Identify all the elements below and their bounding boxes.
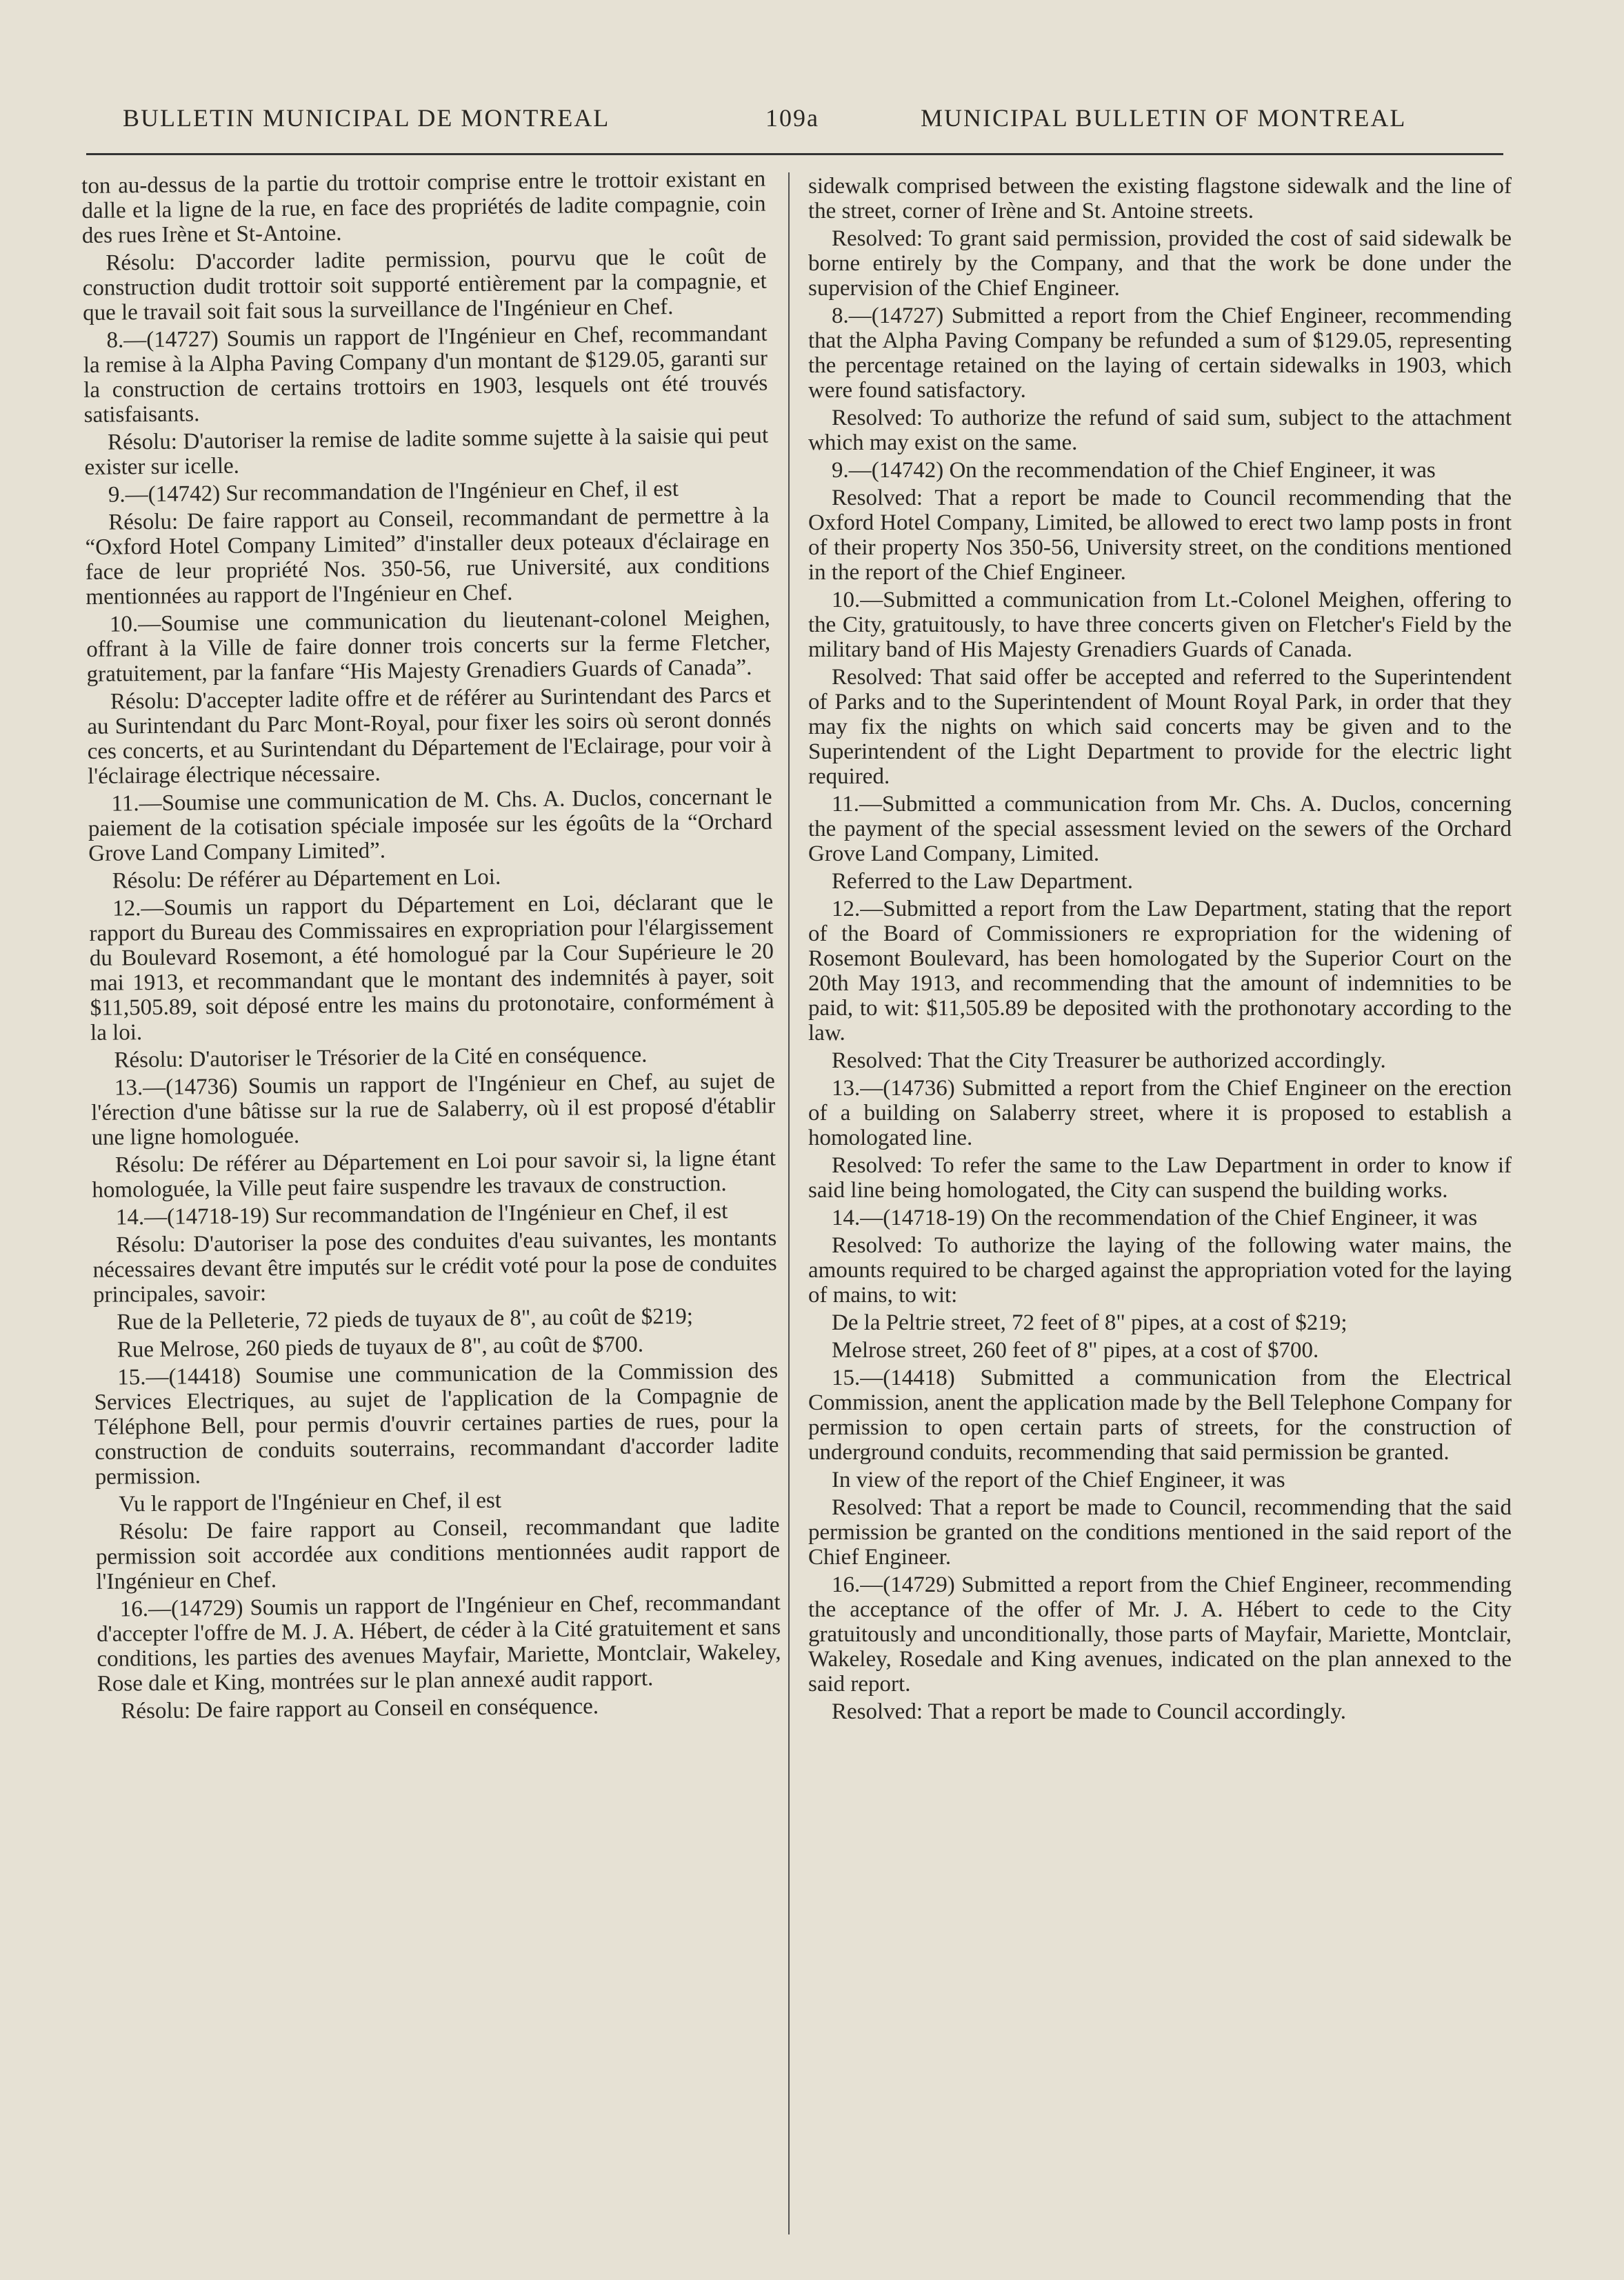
french-paragraph: Rue Melrose, 260 pieds de tuyaux de 8", au coût de $700.: [117, 1332, 644, 1363]
header-rule-right: [703, 153, 1503, 155]
header-left-title: BULLETIN MUNICIPAL DE MONTREAL: [123, 104, 610, 132]
english-paragraph: In view of the report of the Chief Engineer, it was: [832, 1468, 1285, 1492]
french-paragraph: ton au-dessus de la partie du trottoir comprise entre le trottoir existant en dalle et la ligne de la rue, en face des propriétés de ladite compagnie, coin des rues Irène et St-Antoine.: [81, 166, 766, 248]
english-paragraph: 13.—(14736) Submitted a report from the Chief Engineer on the erection of a building on Salaberry street, where it is proposed to establish a homologated line.: [808, 1076, 1512, 1150]
english-paragraph: De la Peltrie street, 72 feet of 8" pipes, at a cost of $219;: [832, 1310, 1347, 1335]
english-paragraph: 9.—(14742) On the recommendation of the Chief Engineer, it was: [832, 458, 1436, 483]
english-paragraph: 10.—Submitted a communication from Lt.-Colonel Meighen, offering to the City, gratuitously, to have three concerts given on Fletcher's Field by the military band of His Majesty Grenadiers Guards of Canada.: [808, 588, 1512, 662]
english-paragraph: Resolved: To authorize the refund of said sum, subject to the attachment which may exist on the same.: [808, 406, 1512, 455]
french-paragraph: Résolu: D'accepter ladite offre et de référer au Surintendant des Parcs et au Surintendant du Parc Mont-Royal, pour fixer les soirs où seront donnés ces concerts, et au Surintendant du Département de l'Eclairage, pour voir à l'éclairage électrique nécessaire.: [87, 682, 772, 789]
french-paragraph: 16.—(14729) Soumis un rapport de l'Ingénieur en Chef, recommandant d'accepter l'offre de M. J. A. Hébert, de céder à la Cité gratuitement et sans conditions, les parties des avenues Mayfair, Mariette, Montclair, Wakeley, Rose dale et King, montrées sur le plan annexé audit rapport.: [96, 1590, 781, 1697]
french-paragraph: Résolu: De faire rapport au Conseil en conséquence.: [121, 1694, 599, 1724]
french-paragraph: Résolu: De faire rapport au Conseil, recommandant de permettre à la “Oxford Hotel Company Limited” d'installer deux poteaux d'éclairage en face de leur propriété Nos. 350-56, rue Université, aux conditions mentionnées au rapport de l'Ingénieur en Chef.: [85, 503, 770, 610]
french-paragraph: Résolu: De référer au Département en Loi.: [112, 864, 501, 894]
french-paragraph: Rue de la Pelleterie, 72 pieds de tuyaux de 8", au coût de $219;: [117, 1303, 694, 1335]
header-right-title: MUNICIPAL BULLETIN OF MONTREAL: [921, 104, 1407, 132]
column-divider: [788, 172, 790, 2234]
french-paragraph: Résolu: De faire rapport au Conseil, recommandant que ladite permission soit accordée aux conditions mentionnées audit rapport de l'Ingénieur en Chef.: [95, 1512, 781, 1594]
english-paragraph: Resolved: That a report be made to Council recommending that the Oxford Hotel Company, Limited, be allowed to erect two lamp posts in front of their property Nos 350-56, University street, on the conditions mentioned in the report of the Chief Engineer.: [808, 486, 1512, 585]
page-number: 109a: [765, 104, 819, 132]
english-paragraph: Resolved: To refer the same to the Law Department in order to know if said line being homologated, the City can suspend the building works.: [808, 1153, 1512, 1203]
french-paragraph: Résolu: D'autoriser la pose des conduites d'eau suivantes, les montants nécessaires devant être imputés sur le crédit voté pour la pose de conduites principales, savoir:: [92, 1226, 777, 1308]
english-paragraph: Resolved: To grant said permission, provided the cost of said sidewalk be borne entirely by the Company, and that the work be done under the supervision of the Chief Engineer.: [808, 226, 1512, 301]
english-paragraph: 11.—Submitted a communication from Mr. Chs. A. Duclos, concerning the payment of the special assessment levied on the sewers of the Orchard Grove Land Company, Limited.: [808, 792, 1512, 866]
french-paragraph: Résolu: D'autoriser la remise de ladite somme sujette à la saisie qui peut exister sur icelle.: [84, 423, 769, 480]
english-paragraph: 15.—(14418) Submitted a communication from the Electrical Commission, anent the application made by the Bell Telephone Company for permission to open certain parts of streets, for the construction of underground conduits, recommending that said permission be granted.: [808, 1366, 1512, 1465]
english-paragraph: 16.—(14729) Submitted a report from the Chief Engineer, recommending the acceptance of the offer of Mr. J. A. Hébert to cede to the City gratuitously and unconditionally, those parts of Mayfair, Mariette, Montclair, Wakeley, Rosedale and King avenues, indicated on the plan annexed to the said report.: [808, 1572, 1512, 1697]
french-paragraph: 13.—(14736) Soumis un rapport de l'Ingénieur en Chef, au sujet de l'érection d'une bâtisse sur la rue de Salaberry, où il est proposé d'établir une ligne homologuée.: [91, 1068, 776, 1150]
french-column: [81, 167, 782, 1727]
english-paragraph: Melrose street, 260 feet of 8" pipes, at a cost of $700.: [832, 1338, 1319, 1363]
english-paragraph: 14.—(14718-19) On the recommendation of the Chief Engineer, it was: [832, 1206, 1478, 1230]
english-paragraph: Resolved: That said offer be accepted and referred to the Superintendent of Parks and to the Superintendent of Mount Royal Park, in order that they may fix the nights on which said concerts may be given and to the Superintendent of the Light Department to provide for the electric light required.: [808, 665, 1512, 789]
english-paragraph: Resolved: To authorize the laying of the following water mains, the amounts required to be charged against the appropriation voted for the laying of mains, to wit:: [808, 1233, 1512, 1308]
english-paragraph: sidewalk comprised between the existing flagstone sidewalk and the line of the street, corner of Irène and St. Antoine streets.: [808, 174, 1512, 223]
french-paragraph: 14.—(14718-19) Sur recommandation de l'Ingénieur en Chef, il est: [115, 1199, 728, 1230]
english-paragraph: 12.—Submitted a report from the Law Department, stating that the report of the Board of Commissioners re expropriation for the widening of Rosemont Boulevard, has been homologated by the Superior Court on the 20th May 1913, and recommending that the amount of indemnities to be paid, to wit: $11,505.89 be deposited with the prothonotary according to the law.: [808, 897, 1512, 1046]
french-paragraph: Résolu: D'accorder ladite permission, pourvu que le coût de construction dudit trottoir soit supporté entièrement par la compagnie, et que le travail soit fait sous la surveillance de l'Ingénieur en Chef.: [82, 243, 767, 326]
english-paragraph: Resolved: That the City Treasurer be authorized accordingly.: [832, 1048, 1386, 1073]
header-rule-left: [86, 153, 703, 155]
english-column: [808, 174, 1512, 1727]
english-paragraph: Referred to the Law Department.: [832, 869, 1134, 894]
english-paragraph: Resolved: That a report be made to Council, recommending that the said permission be granted on the conditions mentioned in the said report of the Chief Engineer.: [808, 1495, 1512, 1570]
french-paragraph: Résolu: D'autoriser le Trésorier de la Cité en conséquence.: [114, 1042, 648, 1073]
french-paragraph: 11.—Soumise une communication de M. Chs. A. Duclos, concernant le paiement de la cotisation spéciale imposée sur les égoûts de la “Orchard Grove Land Company Limited”.: [88, 784, 773, 866]
english-paragraph: 8.—(14727) Submitted a report from the Chief Engineer, recommending that the Alpha Paving Company be refunded a sum of $129.05, representing the percentage retained on the laying of certain sidewalks in 1903, which were found satisfactory.: [808, 303, 1512, 403]
french-paragraph: Vu le rapport de l'Ingénieur en Chef, il est: [119, 1488, 502, 1517]
french-paragraph: 12.—Soumis un rapport du Département en Loi, déclarant que le rapport du Bureau des Commissaires en expropriation pour l'élargissement du Boulevard Rosemont, a été homologué par la Cour Supérieure le 20 mai 1913, et recommandant que le montant des indemnités à payer, soit $11,505.89, soit déposé entre les mains du protonotaire, conformément à la loi.: [89, 889, 774, 1046]
french-paragraph: Résolu: De référer au Département en Loi pour savoir si, la ligne étant homologuée, la Ville peut faire suspendre les travaux de construction.: [92, 1146, 776, 1203]
french-paragraph: 15.—(14418) Soumise une communication de la Commission des Services Electriques, au sujet de l'application de la Compagnie de Téléphone Bell, pour permis d'ouvrir certaines parties de rues, pour la construction de conduits souterrains, recommandant d'accorder ladite permission.: [94, 1358, 779, 1490]
english-paragraph: Resolved: That a report be made to Council accordingly.: [832, 1699, 1346, 1724]
french-paragraph: 8.—(14727) Soumis un rapport de l'Ingénieur en Chef, recommandant la remise à la Alpha Paving Company d'un montant de $129.05, garanti sur la construction de certains trottoirs en 1903, lesquels ont été trouvés satisfaisants.: [83, 321, 768, 428]
french-paragraph: 9.—(14742) Sur recommandation de l'Ingénieur en Chef, il est: [108, 476, 679, 508]
french-paragraph: 10.—Soumise une communication du lieutenant-colonel Meighen, offrant à la Ville de faire donner trois concerts sur la ferme Fletcher, gratuitement, par la fanfare “His Majesty Grenadiers Guards of Canada”.: [86, 605, 771, 687]
